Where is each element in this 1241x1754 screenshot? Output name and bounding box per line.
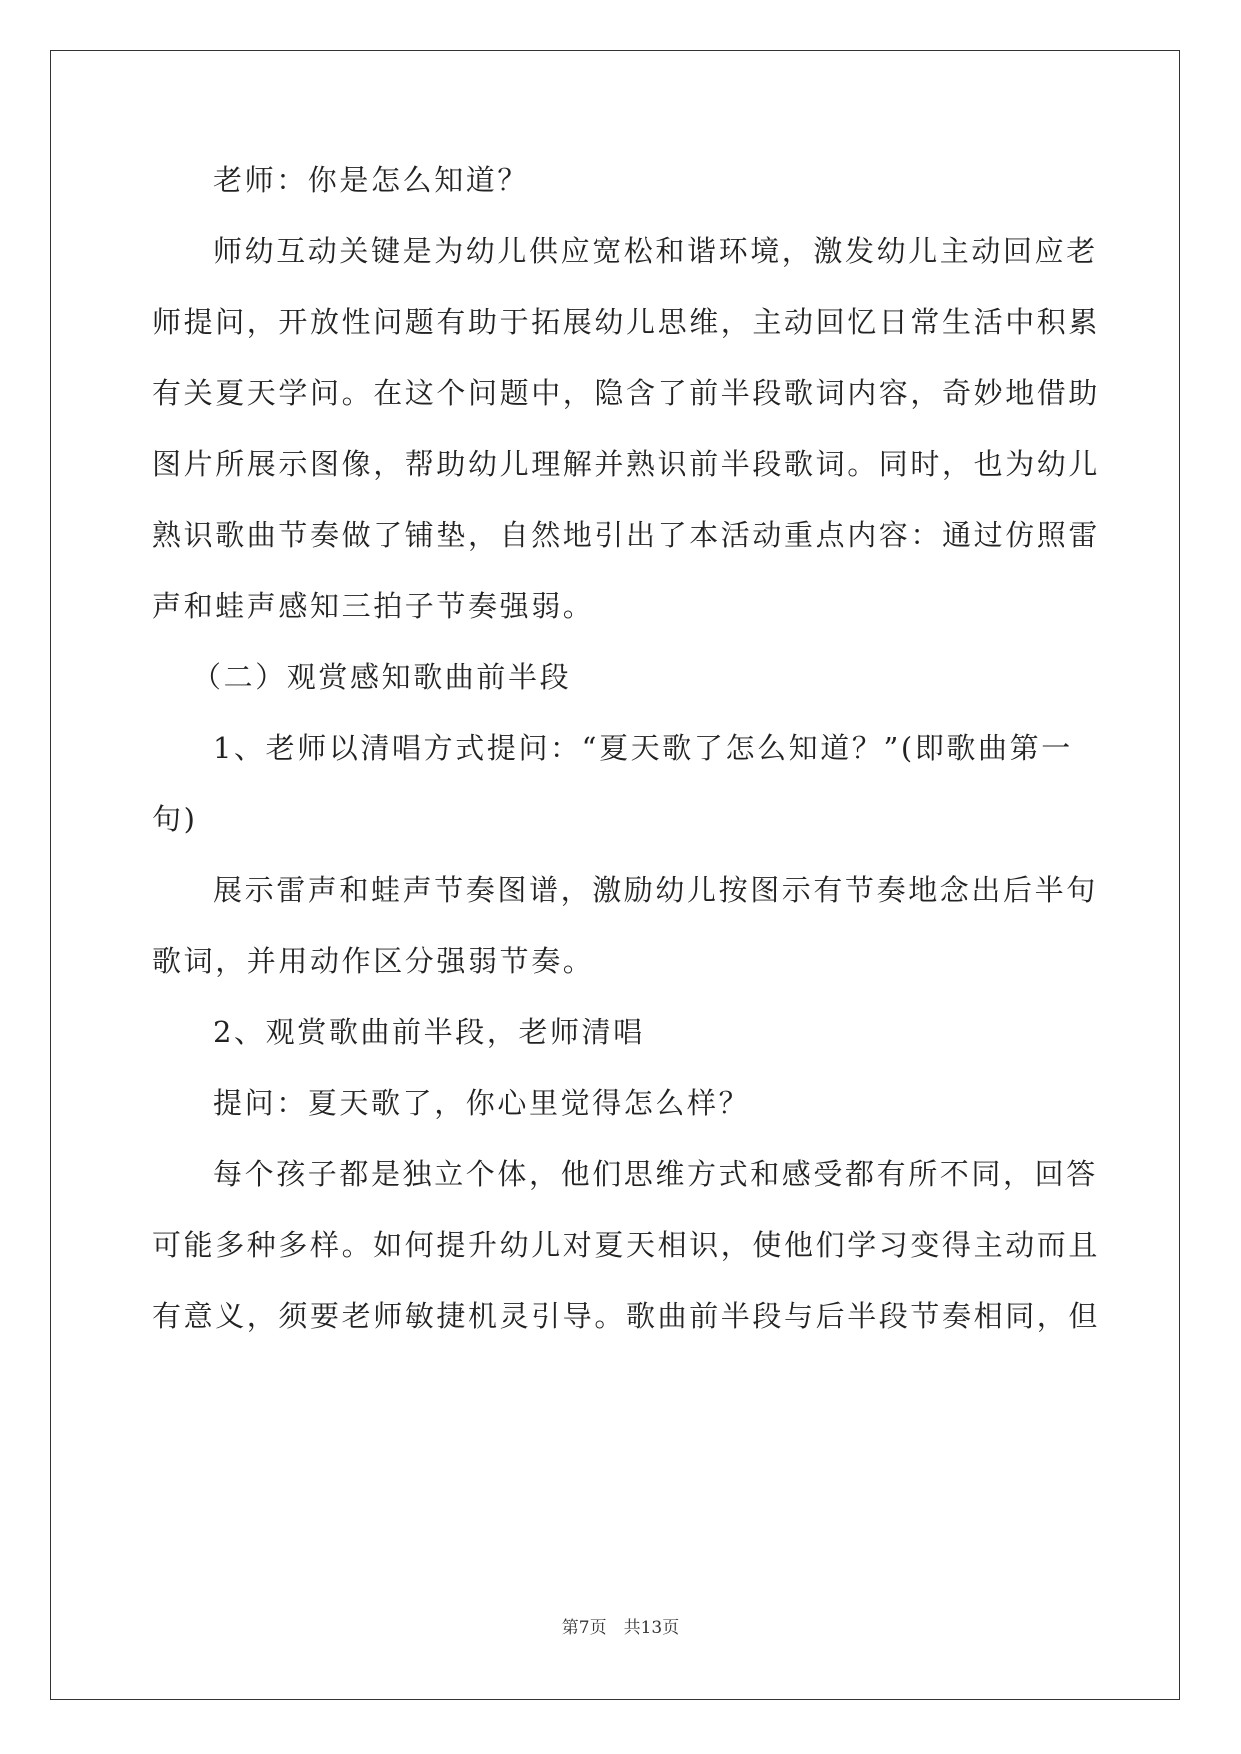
paragraph-line: 展示雷声和蛙声节奏图谱，激励幼儿按图示有节奏地念出后半句 xyxy=(213,873,1098,907)
paragraph-line: 提问：夏天歌了，你心里觉得怎么样？ xyxy=(213,1086,751,1120)
paragraph-line: 句) xyxy=(152,802,198,836)
paragraph-line: 老师：你是怎么知道？ xyxy=(213,163,530,197)
paragraph-line: 熟识歌曲节奏做了铺垫，自然地引出了本活动重点内容：通过仿照雷 xyxy=(152,518,1101,552)
paragraph-line: 歌词，并用动作区分强弱节奏。 xyxy=(152,944,595,978)
paragraph-line: 每个孩子都是独立个体，他们思维方式和感受都有所不同，回答 xyxy=(213,1157,1098,1191)
paragraph-line: 图片所展示图像，帮助幼儿理解并熟识前半段歌词。同时，也为幼儿 xyxy=(152,447,1101,481)
paragraph-line: 师幼互动关键是为幼儿供应宽松和谐环境，激发幼儿主动回应老 xyxy=(213,234,1098,268)
paragraph-line: 有关夏天学问。在这个问题中，隐含了前半段歌词内容，奇妙地借助 xyxy=(152,376,1101,410)
section-heading: （二）观赏感知歌曲前半段 xyxy=(192,660,572,694)
paragraph-line: 声和蛙声感知三拍子节奏强弱。 xyxy=(152,589,595,623)
page-number-footer: 第7页 共13页 xyxy=(561,1618,680,1638)
paragraph-line: 2、观赏歌曲前半段，老师清唱 xyxy=(213,1015,645,1049)
paragraph-line: 可能多种多样。如何提升幼儿对夏天相识，使他们学习变得主动而且 xyxy=(152,1228,1101,1262)
paragraph-line: 1、老师以清唱方式提问：“夏天歌了怎么知道？”(即歌曲第一 xyxy=(213,731,1073,765)
paragraph-line: 师提问，开放性问题有助于拓展幼儿思维，主动回忆日常生活中积累 xyxy=(152,305,1101,339)
paragraph-line: 有意义，须要老师敏捷机灵引导。歌曲前半段与后半段节奏相同，但 xyxy=(152,1299,1101,1333)
